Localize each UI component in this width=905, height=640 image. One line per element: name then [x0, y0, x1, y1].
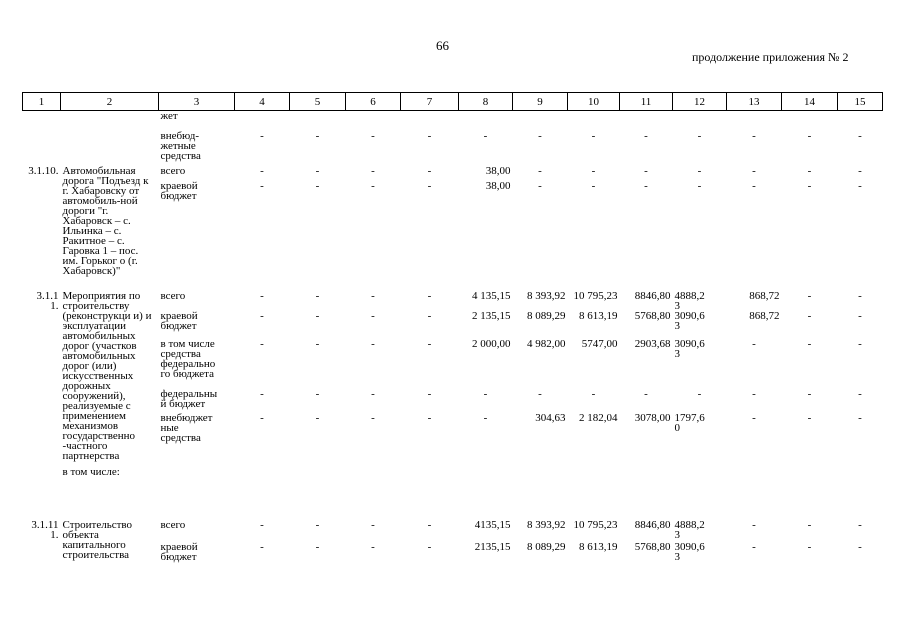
header-cell: 2: [61, 93, 159, 111]
value-cell: -: [371, 412, 375, 424]
value-cell: -: [752, 180, 756, 192]
value-cell: -: [427, 164, 432, 177]
value-cell: 2 182,04: [579, 412, 618, 424]
value-cell: -: [315, 310, 320, 322]
value-cell: -: [858, 180, 862, 192]
value-cell: -: [371, 541, 375, 553]
value-cell: -: [697, 180, 702, 192]
header-cell: 1: [23, 93, 61, 111]
row-number-cell: 3.1.10.: [28, 164, 59, 177]
value-cell: -: [260, 310, 264, 322]
value-cell: -: [427, 129, 432, 142]
value-cell: -: [483, 412, 488, 424]
value-cell: -: [697, 388, 702, 400]
value-cell: 8 393,92: [527, 518, 566, 531]
item-name-cell: Автомобильная дорога "Подъезд к г. Хабаровску от автомобиль-ной дороги "г. Хабаровск – с. Ильинка – с. Ракитное – с. Гаровка 1 – пос. им. Горьког о (г. Хабаровск)": [62, 164, 149, 277]
item-name-cell: [61, 125, 159, 165]
value-cell: -: [538, 388, 542, 400]
value-cell: -: [697, 129, 702, 142]
value-cell: -: [427, 518, 432, 531]
item-name-cell: Строительство объекта капитального строительства: [62, 518, 133, 561]
value-cell: -: [315, 518, 320, 531]
item-name-cell: Мероприятия по строительству (реконструкци и) и эксплуатации автомобильных дорог (участков автомобильных дорог (или) искусственных дорожных сооружений), реализуемые с применением механизмов государственно -частного партнерства в том числе:: [61, 285, 159, 518]
value-cell: -: [260, 129, 264, 142]
value-cell: -: [858, 388, 862, 400]
value-cell: -: [752, 164, 756, 177]
value-cell: 8 393,92: [527, 289, 566, 302]
sub-label: в том числе:: [62, 465, 120, 478]
table-row: [23, 125, 883, 165]
value-cell: -: [427, 289, 432, 302]
value-cell: -: [427, 388, 432, 400]
value-cell: 3078,00: [634, 412, 671, 424]
value-cell: 8846,80: [634, 518, 671, 531]
budget-table: [22, 92, 883, 568]
funding-source-cell: в том числе средства федерально го бюджета: [160, 338, 216, 380]
header-cell: 7: [401, 93, 459, 111]
value-cell: 3090,6 3: [674, 338, 705, 360]
header-cell: 11: [620, 93, 673, 111]
value-cell: -: [591, 129, 596, 142]
value-cell: -: [807, 180, 812, 192]
value-cell: -: [591, 180, 596, 192]
value-cell: -: [260, 541, 264, 553]
value-cell: 4 982,00: [527, 338, 566, 350]
value-cell: -: [858, 338, 862, 350]
header-cell: 8: [459, 93, 513, 111]
value-cell: 3090,6 3: [674, 541, 705, 563]
value-cell: -: [427, 180, 432, 192]
funding-source-cell: всего: [160, 164, 186, 177]
header-cell: 12: [673, 93, 727, 111]
value-cell: -: [807, 412, 812, 424]
value-cell: -: [752, 388, 756, 400]
value-cell: -: [858, 541, 862, 553]
value-cell: -: [483, 129, 488, 142]
value-cell: -: [315, 289, 320, 302]
value-cell: 868,72: [749, 289, 780, 302]
value-cell: -: [807, 164, 812, 177]
value-cell: -: [260, 180, 264, 192]
value-cell: 2 000,00: [472, 338, 511, 350]
funding-source-cell: всего: [160, 518, 186, 531]
funding-source-cell: краевой бюджет: [160, 180, 198, 202]
value-cell: -: [752, 541, 756, 553]
value-cell: 2903,68: [634, 338, 671, 350]
value-cell: -: [807, 388, 812, 400]
value-cell: 38,00: [485, 164, 511, 177]
row-number-cell: 3.1.1 1.: [36, 289, 59, 312]
funding-source-cell: внебюд- жетные средства: [160, 129, 201, 162]
continuation-label: продолжение приложения № 2: [692, 50, 849, 64]
value-cell: -: [591, 388, 596, 400]
value-cell: -: [260, 289, 264, 302]
value-cell: -: [315, 164, 320, 177]
value-cell: -: [752, 338, 756, 350]
value-cell: -: [858, 518, 862, 531]
value-cell: 4888,2 3: [674, 289, 705, 311]
value-cell: -: [315, 338, 320, 350]
value-cell: -: [315, 388, 320, 400]
value-cell: -: [371, 164, 375, 177]
value-cell: -: [858, 310, 862, 322]
value-cell: 2 135,15: [472, 310, 511, 322]
value-cell: 5768,80: [634, 310, 671, 322]
value-cell: -: [807, 289, 812, 302]
value-cell: 8 613,19: [579, 310, 618, 322]
value-cell: -: [538, 180, 542, 192]
value-cell: 8 089,29: [527, 310, 566, 322]
value-cell: -: [260, 164, 264, 177]
value-cell: 2135,15: [474, 541, 511, 553]
header-cell: 15: [838, 93, 883, 111]
value-cell: 5747,00: [581, 338, 618, 350]
funding-source-cell: внебюджет ные средства: [160, 412, 213, 444]
value-cell: -: [260, 412, 264, 424]
value-cell: -: [371, 180, 375, 192]
value-cell: 1797,6 0: [674, 412, 705, 434]
value-cell: 868,72: [749, 310, 780, 322]
value-cell: -: [427, 541, 432, 553]
value-cell: -: [752, 129, 756, 142]
value-cell: -: [644, 129, 648, 142]
value-cell: 3090,6 3: [674, 310, 705, 332]
value-cell: -: [858, 129, 862, 142]
header-cell: 9: [513, 93, 568, 111]
value-cell: 8 089,29: [527, 541, 566, 553]
value-cell: -: [644, 388, 648, 400]
value-cell: -: [427, 338, 432, 350]
value-cell: -: [697, 164, 702, 177]
value-cell: -: [315, 129, 320, 142]
header-row: [23, 93, 883, 111]
row-number-cell: 3.1.11 1.: [31, 518, 59, 541]
value-cell: -: [371, 310, 375, 322]
header-cell: 14: [782, 93, 838, 111]
value-cell: -: [260, 388, 264, 400]
header-cell: 6: [346, 93, 401, 111]
value-cell: 8846,80: [634, 289, 671, 302]
value-cell: -: [644, 164, 648, 177]
value-cell: -: [644, 180, 648, 192]
value-cell: -: [371, 129, 375, 142]
partial-row: [23, 111, 883, 125]
page-number: 66: [436, 38, 449, 53]
cell-text: жет: [160, 110, 178, 122]
header-cell: 10: [568, 93, 620, 111]
value-cell: 4888,2 3: [674, 518, 705, 541]
funding-source-cell: всего: [160, 289, 186, 302]
value-cell: -: [538, 164, 542, 177]
value-cell: -: [315, 541, 320, 553]
value-cell: -: [858, 289, 862, 302]
value-cell: -: [483, 388, 488, 400]
value-cell: 4 135,15: [472, 289, 511, 302]
value-cell: -: [371, 388, 375, 400]
funding-source-cell: краевой бюджет: [160, 541, 198, 563]
value-cell: -: [427, 310, 432, 322]
value-cell: -: [807, 541, 812, 553]
value-cell: -: [807, 129, 812, 142]
header-cell: 4: [235, 93, 290, 111]
table-row: [23, 518, 883, 542]
value-cell: -: [752, 518, 756, 531]
table-row: [23, 165, 883, 181]
value-cell: 5768,80: [634, 541, 671, 553]
value-cell: 4135,15: [474, 518, 511, 531]
table-row: [23, 285, 883, 311]
value-cell: -: [371, 289, 375, 302]
value-cell: 10 795,23: [573, 518, 618, 531]
value-cell: -: [752, 412, 756, 424]
value-cell: -: [371, 338, 375, 350]
value-cell: -: [858, 164, 862, 177]
value-cell: 10 795,23: [573, 289, 618, 302]
value-cell: -: [538, 129, 542, 142]
header-cell: 3: [159, 93, 235, 111]
header-cell: 13: [727, 93, 782, 111]
value-cell: 38,00: [485, 180, 511, 192]
value-cell: -: [427, 412, 432, 424]
value-cell: 304,63: [535, 412, 566, 424]
value-cell: -: [371, 518, 375, 531]
value-cell: -: [807, 338, 812, 350]
value-cell: -: [260, 518, 264, 531]
header-cell: 5: [290, 93, 346, 111]
value-cell: 8 613,19: [579, 541, 618, 553]
funding-source-cell: краевой бюджет: [160, 310, 198, 332]
value-cell: -: [260, 338, 264, 350]
value-cell: -: [807, 518, 812, 531]
value-cell: -: [315, 412, 320, 424]
value-cell: -: [591, 164, 596, 177]
funding-source-cell: федеральны й бюджет: [160, 388, 218, 410]
row-number-cell: [23, 125, 61, 165]
value-cell: -: [315, 180, 320, 192]
value-cell: -: [858, 412, 862, 424]
value-cell: -: [807, 310, 812, 322]
